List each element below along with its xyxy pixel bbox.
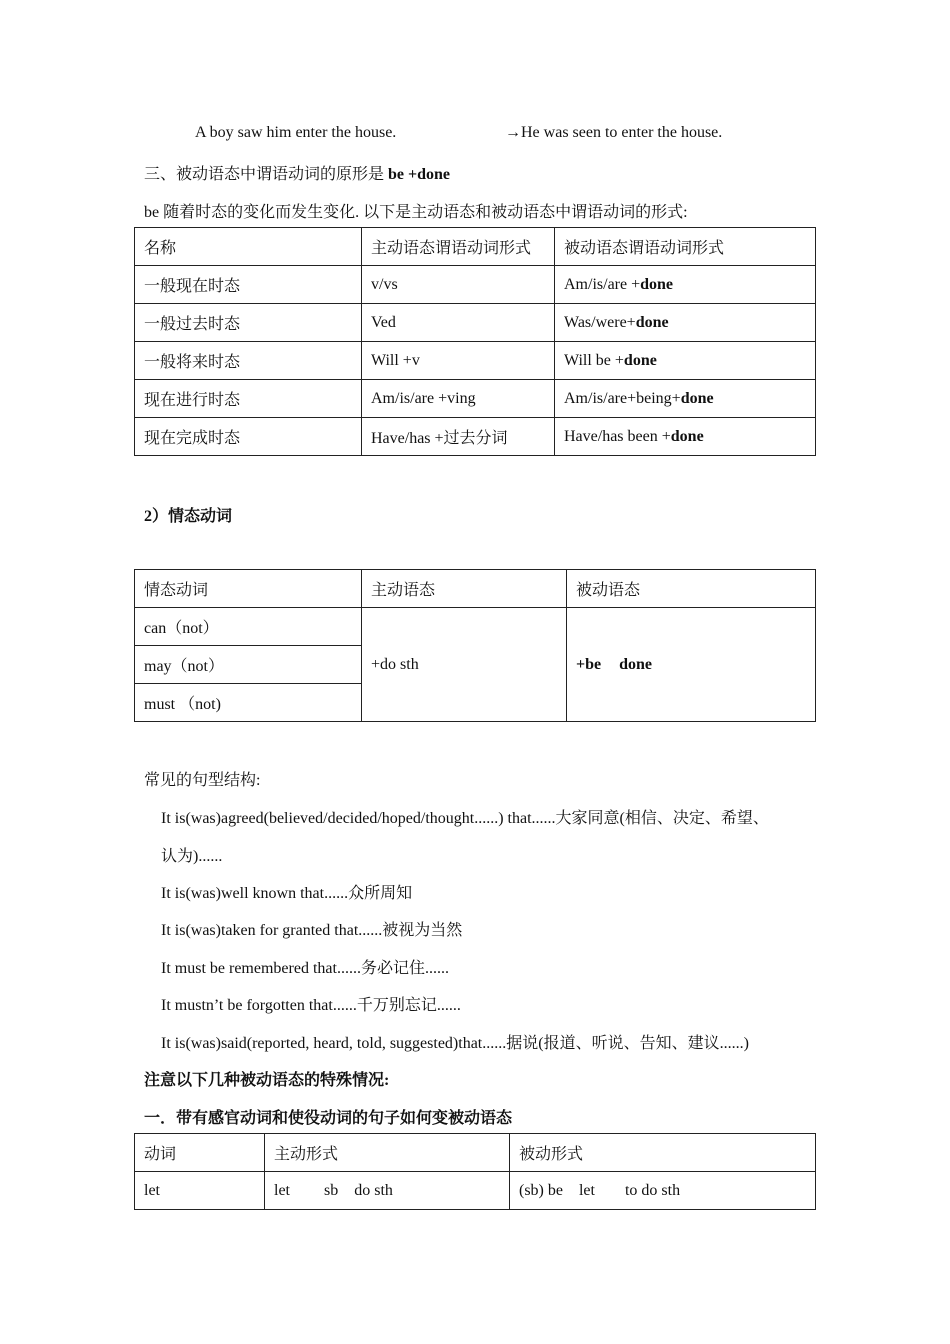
passive-form	[555, 342, 816, 380]
tense-name: 一般将来时态	[135, 342, 362, 380]
modal-verb: may（not）	[135, 646, 362, 684]
notes-sub-heading: 一．带有感官动词和使役动词的句子如何变被动语态	[144, 1110, 513, 1127]
modal-verb: must （not)	[135, 684, 362, 722]
tense-name: 现在进行时态	[135, 380, 362, 418]
verb-table	[134, 1133, 816, 1210]
table-header-row	[135, 570, 816, 608]
table-row	[135, 380, 816, 418]
table-row	[135, 304, 816, 342]
header-cell: 主动语态谓语动词形式	[362, 228, 555, 266]
section3-heading-text: 三、被动语态中谓语动词的原形是	[144, 166, 389, 183]
header-cell: 被动形式	[510, 1134, 816, 1172]
section3-heading	[144, 161, 450, 184]
modal-section-heading: 2）情态动词	[144, 508, 233, 525]
tense-name: 一般现在时态	[135, 266, 362, 304]
passive-form-done: done	[670, 427, 704, 445]
passive-form	[555, 266, 816, 304]
patterns-heading: 常见的句型结构:	[144, 772, 261, 789]
pattern-line: It is(was)agreed(believed/decided/hoped/thought......) that......大家同意(相信、决定、希望、	[161, 810, 769, 827]
verb-active-part: do sth	[354, 1181, 393, 1199]
passive-form-done: done	[640, 275, 674, 293]
table-header-row	[135, 1134, 816, 1172]
pattern-line: It mustn’t be forgotten that......千万别忘记......	[161, 997, 461, 1014]
example-active-sentence: A boy saw him enter the house.	[195, 124, 397, 141]
pattern-line: It is(was)taken for granted that......被视为当然	[161, 922, 463, 939]
passive-form-prefix: Am/is/are +	[564, 275, 641, 293]
verb-name: let	[135, 1172, 265, 1210]
header-cell: 被动语态	[567, 570, 816, 608]
passive-form-done: done	[680, 389, 714, 407]
passive-form-done: done	[635, 313, 669, 331]
verb-active-part: sb	[324, 1181, 339, 1199]
notes-heading: 注意以下几种被动语态的特殊情况:	[144, 1072, 390, 1089]
table-row	[135, 608, 816, 646]
tense-table	[134, 227, 816, 456]
section3-intro: be 随着时态的变化而发生变化. 以下是主动语态和被动语态中谓语动词的形式:	[144, 204, 688, 221]
active-form: Am/is/are +ving	[362, 380, 555, 418]
tense-name: 现在完成时态	[135, 418, 362, 456]
verb-passive-part: let	[578, 1181, 595, 1199]
passive-form-done: done	[623, 351, 657, 369]
header-cell: 名称	[135, 228, 362, 266]
modal-passive-be: +be	[576, 655, 602, 673]
passive-form-prefix: Have/has been +	[564, 427, 671, 445]
passive-form	[555, 380, 816, 418]
header-cell: 主动语态	[362, 570, 567, 608]
section3-heading-bold: be +done	[388, 166, 451, 183]
tense-name: 一般过去时态	[135, 304, 362, 342]
pattern-line: It must be remembered that......务必记住......	[161, 960, 449, 977]
example-passive-sentence: →He was seen to enter the house.	[505, 124, 723, 141]
verb-passive-part: to do sth	[624, 1181, 681, 1199]
table-header-row	[135, 228, 816, 266]
header-cell: 动词	[135, 1134, 265, 1172]
passive-form-prefix: Will be +	[564, 351, 624, 369]
passive-form-prefix: Am/is/are+being+	[564, 389, 681, 407]
verb-active-form	[265, 1172, 510, 1210]
active-form: Have/has +过去分词	[362, 418, 555, 456]
pattern-line: It is(was)well known that......众所周知	[161, 885, 413, 902]
verb-active-part: let	[274, 1181, 290, 1199]
passive-form-prefix: Was/were+	[564, 313, 636, 331]
modal-passive-done: done	[619, 655, 653, 673]
pattern-line: 认为)......	[161, 848, 223, 865]
passive-form	[555, 418, 816, 456]
header-cell: 被动语态谓语动词形式	[555, 228, 816, 266]
active-form: Will +v	[362, 342, 555, 380]
passive-form	[555, 304, 816, 342]
table-row	[135, 342, 816, 380]
table-row	[135, 266, 816, 304]
table-row	[135, 418, 816, 456]
modal-verb: can（not）	[135, 608, 362, 646]
verb-passive-form	[510, 1172, 816, 1210]
modal-active-form: +do sth	[362, 608, 567, 722]
modal-table	[134, 569, 816, 722]
header-cell: 主动形式	[265, 1134, 510, 1172]
pattern-line: It is(was)said(reported, heard, told, suggested)that......据说(报道、听说、告知、建议......)	[161, 1035, 749, 1052]
modal-passive-form	[567, 608, 816, 722]
header-cell: 情态动词	[135, 570, 362, 608]
active-form: v/vs	[362, 266, 555, 304]
table-row	[135, 1172, 816, 1210]
active-form: Ved	[362, 304, 555, 342]
verb-passive-part: (sb) be	[519, 1181, 563, 1199]
